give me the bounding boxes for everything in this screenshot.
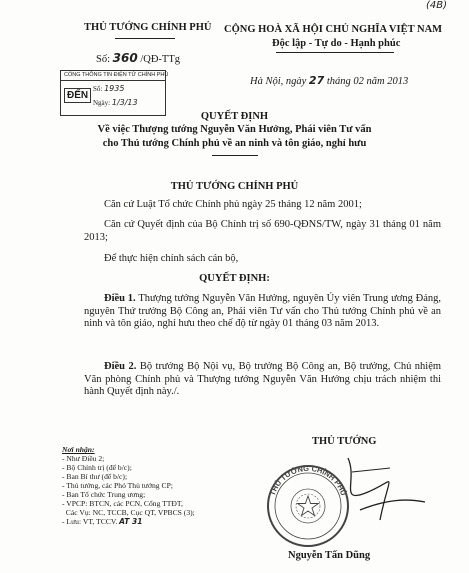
recipient-item: - Ban Tổ chức Trung ương; (62, 490, 146, 499)
legal-basis-3: Để thực hiện chính sách cán bộ, (104, 253, 239, 264)
seal-graphic (240, 450, 450, 550)
article-1-text: Thượng tướng Nguyễn Văn Hưởng, nguyên Ủy viên Trung ương Đảng, nguyên Thứ trưởng Bộ Công an, Phái viên Tư vấn cho Thủ tướng Chính phủ về an ninh và tôn giáo, nghỉ hưu theo chế độ từ ngày 01 tháng 03 năm 2013. (84, 293, 441, 329)
issuer-name: THỦ TƯỚNG CHÍNH PHỦ (84, 22, 212, 33)
recipient-item: Các Vụ: NC, TCCB, Cục QT, VPBCS (3); (62, 508, 195, 517)
article-2-label: Điều 2. (104, 361, 137, 372)
article-1-label: Điều 1. (104, 293, 136, 304)
recipient-handwritten-note: AT 31 (119, 517, 143, 526)
stamp-org: CỔNG THÔNG TIN ĐIỆN TỬ CHÍNH PHỦ (64, 72, 169, 78)
recipient-item-last (62, 517, 195, 526)
stamp-date (93, 98, 138, 107)
recipients-title: Nơi nhận: (62, 445, 95, 454)
stamp-number-value: 1935 (104, 84, 125, 93)
country-name: CỘNG HOÀ XÃ HỘI CHỦ NGHĨA VIỆT NAM (224, 24, 443, 35)
stamp-date-label: Ngày: (93, 99, 111, 107)
decides-heading: QUYẾT ĐỊNH: (199, 273, 270, 284)
decision-heading: QUYẾT ĐỊNH (200, 111, 269, 122)
decision-subject-line2: cho Thủ tướng Chính phủ về an ninh và tôn giáo, nghỉ hưu (102, 138, 367, 149)
date-suffix: tháng 02 năm 2013 (326, 76, 409, 87)
motto-underline (276, 52, 394, 53)
document-number (96, 51, 180, 65)
recipient-item: - Như Điều 2; (62, 454, 105, 463)
recipient-item: - VPCP: BTCN, các PCN, Cổng TTĐT, (62, 499, 183, 508)
issue-date (250, 74, 408, 87)
signer-name: Nguyễn Tấn Dũng (288, 550, 371, 561)
article-1 (84, 293, 441, 331)
decision-subject-line1: Về việc Thượng tướng Nguyễn Văn Hưởng, Phái viên Tư vấn (97, 124, 372, 135)
signer-title: THỦ TƯỚNG (312, 436, 377, 447)
article-2-text: Bộ trưởng Bộ Nội vụ, Bộ trưởng Bộ Công an, Bộ trưởng, Chủ nhiệm Văn phòng Chính phủ và Thượng tướng Nguyễn Văn Hưởng chịu trách nhiệm thi hành Quyết định này./. (84, 361, 442, 397)
svg-text:THỦ TƯỚNG CHÍNH PHỦ: THỦ TƯỚNG CHÍNH PHỦ (267, 463, 349, 497)
doc-no-handwritten: 360 (112, 51, 138, 65)
recipient-item: - Bộ Chính trị (để b/c); (62, 463, 132, 472)
date-prefix: Hà Nội, ngày (250, 76, 307, 87)
recipient-item: - Ban Bí thư (để b/c); (62, 472, 128, 481)
legal-basis-1: Căn cứ Luật Tổ chức Chính phủ ngày 25 tháng 12 năm 2001; (104, 199, 362, 210)
issuer-underline (115, 38, 175, 39)
stamp-label: ĐẾN (64, 88, 91, 103)
authority-heading: THỦ TƯỚNG CHÍNH PHỦ (170, 181, 299, 192)
recipients-block (62, 445, 195, 526)
article-2 (84, 361, 441, 399)
legal-basis-2: Căn cứ Quyết định của Bộ Chính trị số 690-QĐNS/TW, ngày 31 tháng 01 năm 2013; (84, 219, 441, 243)
national-motto: Độc lập - Tự do - Hạnh phúc (272, 38, 401, 49)
corner-handwritten-mark: (4B) (426, 0, 448, 11)
date-day-handwritten: 27 (308, 74, 325, 87)
incoming-document-stamp (60, 70, 169, 116)
doc-no-prefix: Số: (96, 54, 111, 65)
stamp-number (93, 84, 124, 93)
stamp-divider (61, 80, 165, 81)
doc-no-suffix: /QĐ-TTg (140, 54, 180, 65)
recipient-item: - Thủ tướng, các Phó Thủ tướng CP; (62, 481, 173, 490)
subject-underline (212, 155, 258, 156)
stamp-date-value: 1/3/13 (111, 98, 138, 107)
stamp-number-label: Số: (93, 85, 103, 93)
recipient-item-archive: - Lưu: VT, TCCV. (62, 517, 118, 526)
official-seal (240, 450, 450, 550)
